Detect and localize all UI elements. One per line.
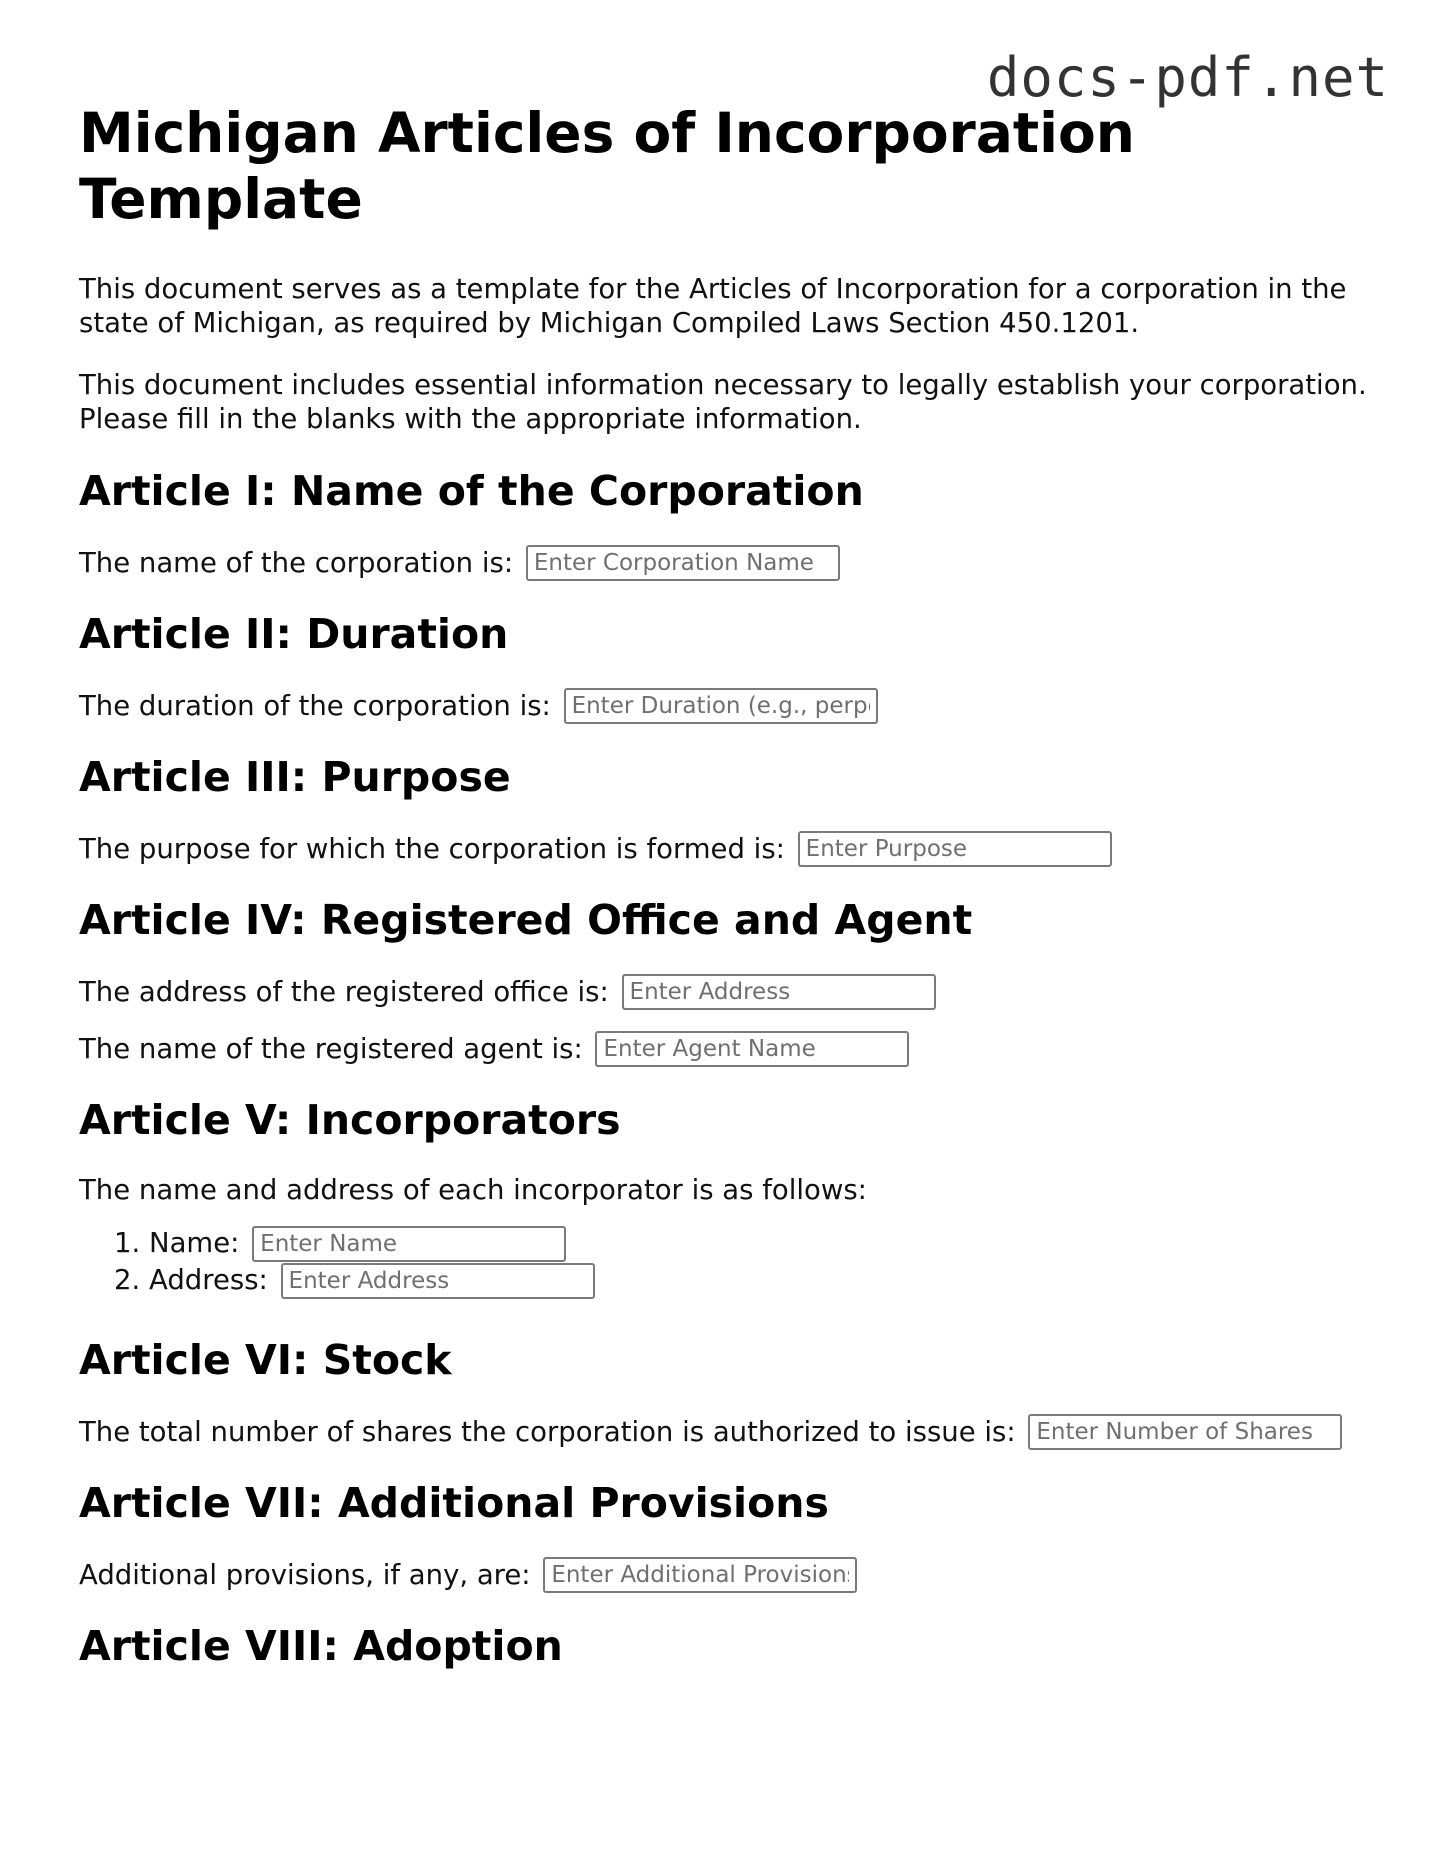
article-6-row bbox=[79, 1413, 1369, 1450]
intro-paragraph-1: This document serves as a template for the Articles of Incorporation for a corporation in the state of Michigan, as required by Michigan Compiled Laws Section 450.1201. bbox=[79, 273, 1347, 339]
article-4-agent-row bbox=[79, 1030, 1369, 1067]
article-7-heading: Article VII: Additional Provisions bbox=[79, 1479, 829, 1527]
article-6-heading: Article VI: Stock bbox=[79, 1336, 452, 1384]
corporation-name-input[interactable] bbox=[526, 545, 840, 581]
article-4-heading: Article IV: Registered Office and Agent bbox=[79, 896, 973, 944]
shares-input[interactable] bbox=[1028, 1414, 1342, 1450]
registered-agent-label: The name of the registered agent is: bbox=[79, 1033, 583, 1065]
incorporator-address-label: Address: bbox=[149, 1264, 268, 1296]
purpose-label: The purpose for which the corporation is formed is: bbox=[79, 833, 785, 865]
article-5-heading: Article V: Incorporators bbox=[79, 1096, 621, 1144]
registered-office-label: The address of the registered office is: bbox=[79, 976, 609, 1008]
duration-label: The duration of the corporation is: bbox=[79, 690, 551, 722]
intro-paragraph-2: This document includes essential information necessary to legally establish your corporation. Please fill in the blanks with the appropriate information. bbox=[79, 369, 1367, 435]
corporation-name-label: The name of the corporation is: bbox=[79, 547, 514, 579]
document-body bbox=[79, 100, 1369, 1699]
article-3-row bbox=[79, 830, 1369, 867]
article-8-heading: Article VIII: Adoption bbox=[79, 1622, 563, 1670]
page-title: Michigan Articles of Incorporation Template bbox=[79, 101, 1135, 231]
article-2-row bbox=[79, 687, 1369, 724]
duration-input[interactable] bbox=[564, 688, 878, 724]
article-2-heading: Article II: Duration bbox=[79, 610, 509, 658]
purpose-input[interactable] bbox=[798, 831, 1112, 867]
incorporator-name-input[interactable] bbox=[252, 1226, 566, 1262]
incorporator-address-input[interactable] bbox=[281, 1263, 595, 1299]
article-3-heading: Article III: Purpose bbox=[79, 753, 511, 801]
additional-provisions-input[interactable] bbox=[543, 1557, 857, 1593]
list-item bbox=[149, 1262, 1369, 1299]
list-item bbox=[149, 1225, 1369, 1262]
watermark: docs-pdf.net bbox=[986, 46, 1389, 109]
incorporator-name-label: Name: bbox=[149, 1227, 240, 1259]
registered-agent-input[interactable] bbox=[595, 1031, 909, 1067]
article-1-heading: Article I: Name of the Corporation bbox=[79, 467, 864, 515]
article-7-row bbox=[79, 1556, 1369, 1593]
article-4-office-row bbox=[79, 973, 1369, 1010]
registered-office-input[interactable] bbox=[622, 974, 936, 1010]
incorporators-intro: The name and address of each incorporator is as follows: bbox=[79, 1174, 867, 1206]
incorporators-list bbox=[79, 1225, 1369, 1299]
article-1-row bbox=[79, 544, 1369, 581]
shares-label: The total number of shares the corporation is authorized to issue is: bbox=[79, 1416, 1016, 1448]
additional-provisions-label: Additional provisions, if any, are: bbox=[79, 1559, 531, 1591]
